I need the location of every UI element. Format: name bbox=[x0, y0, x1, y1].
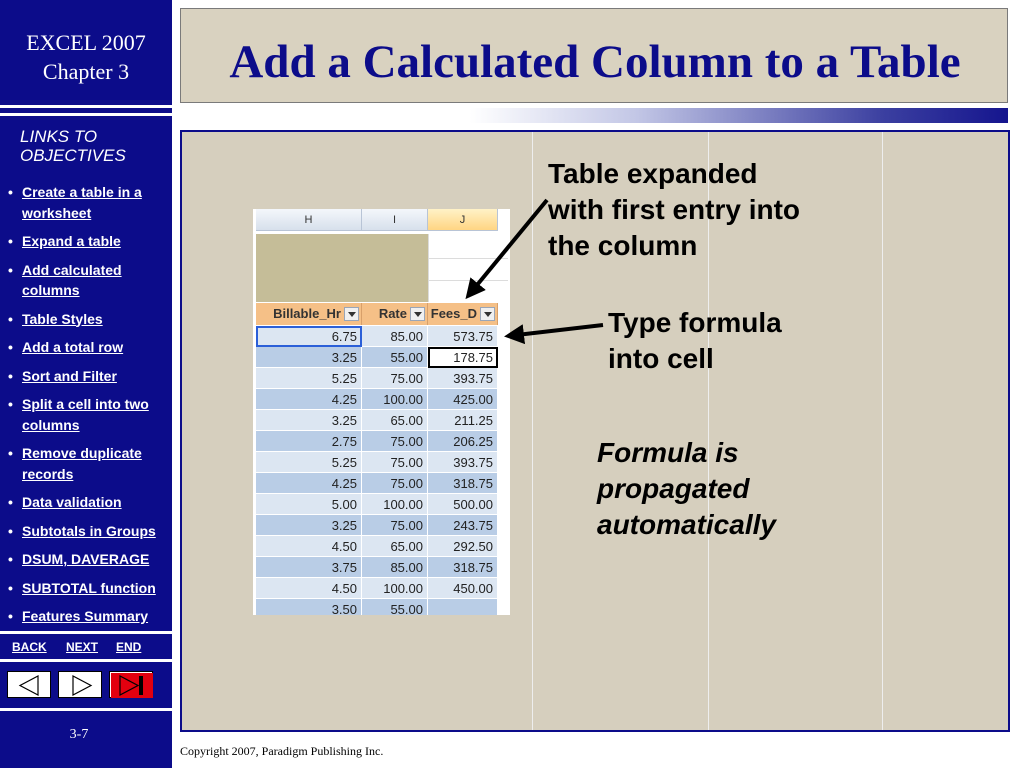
objective-link-label[interactable]: Table Styles bbox=[22, 310, 103, 327]
bullet-icon: • bbox=[8, 608, 13, 624]
objectives-heading-line1: LINKS TO bbox=[20, 127, 98, 146]
column-header-j: J bbox=[428, 209, 498, 231]
callout-line: the column bbox=[548, 230, 698, 261]
objective-link-label[interactable]: Add a total row bbox=[22, 339, 124, 355]
table-cell[interactable]: 4.25 bbox=[256, 389, 362, 410]
table-cell[interactable]: 3.25 bbox=[256, 515, 362, 536]
end-link[interactable]: END bbox=[116, 640, 142, 654]
table-header-label: Billable_Hr bbox=[273, 306, 341, 321]
objective-link-label[interactable]: Expand a table bbox=[22, 233, 121, 249]
callout-line: Formula is bbox=[597, 437, 739, 468]
bullet-icon: • bbox=[8, 522, 13, 539]
course-title-line1: EXCEL 2007 bbox=[26, 30, 146, 55]
table-cell[interactable]: 211.25 bbox=[428, 410, 498, 431]
slide-title: Add a Calculated Column to a Table bbox=[229, 36, 961, 88]
column-header-h: H bbox=[256, 209, 362, 231]
table-cell[interactable]: 75.00 bbox=[362, 431, 428, 452]
bullet-icon: • bbox=[8, 261, 13, 278]
callout-line: with first entry into bbox=[548, 194, 800, 225]
callout-line: propagated bbox=[597, 473, 750, 504]
table-cell[interactable]: 2.75 bbox=[256, 431, 362, 452]
objective-link-label[interactable]: SUBTOTAL function bbox=[22, 579, 156, 596]
objectives-heading-line2: OBJECTIVES bbox=[20, 146, 126, 165]
bullet-icon: • bbox=[8, 184, 13, 200]
table-cell[interactable]: 65.00 bbox=[362, 536, 428, 557]
callout-line: Type formula bbox=[608, 307, 782, 338]
table-cell[interactable]: 75.00 bbox=[362, 473, 428, 494]
arrow-icon bbox=[508, 325, 603, 336]
table-cell[interactable]: 3.75 bbox=[256, 557, 362, 578]
objective-link-label[interactable]: Add calculated columns bbox=[22, 261, 122, 298]
table-cell[interactable]: 55.00 bbox=[362, 599, 428, 615]
objective-link-label[interactable]: Features Summary bbox=[22, 608, 149, 624]
table-cell[interactable]: 55.00 bbox=[362, 347, 428, 368]
table-cell[interactable]: 100.00 bbox=[362, 578, 428, 599]
table-cell[interactable]: 318.75 bbox=[428, 473, 498, 494]
table-cell[interactable]: 3.50 bbox=[256, 599, 362, 615]
table-cell[interactable]: 4.50 bbox=[256, 578, 362, 599]
column-header-i: I bbox=[362, 209, 428, 231]
back-link[interactable]: BACK bbox=[12, 640, 47, 654]
table-cell[interactable]: 4.25 bbox=[256, 473, 362, 494]
table-header-label: Rate bbox=[378, 306, 407, 321]
objective-link-label[interactable]: Subtotals in Groups bbox=[22, 522, 156, 539]
objective-link-label[interactable]: DSUM, DAVERAGE bbox=[22, 551, 150, 567]
table-header-label: Fees_D bbox=[430, 306, 477, 321]
objective-link-label[interactable]: Sort and Filter bbox=[22, 367, 117, 384]
bullet-icon: • bbox=[8, 445, 13, 461]
table-cell[interactable]: 4.50 bbox=[256, 536, 362, 557]
table-cell[interactable]: 393.75 bbox=[428, 452, 498, 473]
bullet-icon: • bbox=[8, 396, 13, 412]
table-cell[interactable]: 100.00 bbox=[362, 389, 428, 410]
copyright: Copyright 2007, Paradigm Publishing Inc. bbox=[180, 744, 384, 758]
bullet-icon: • bbox=[8, 339, 13, 355]
table-cell[interactable]: 3.25 bbox=[256, 410, 362, 431]
course-title-line2: Chapter 3 bbox=[42, 59, 130, 84]
table-cell[interactable]: 425.00 bbox=[428, 389, 498, 410]
bullet-icon: • bbox=[8, 579, 13, 596]
table-cell[interactable]: 5.25 bbox=[256, 368, 362, 389]
table-cell[interactable]: 75.00 bbox=[362, 452, 428, 473]
table-cell[interactable]: 65.00 bbox=[362, 410, 428, 431]
table-cell[interactable]: 450.00 bbox=[428, 578, 498, 599]
objective-link-label[interactable]: Remove duplicate records bbox=[22, 445, 142, 482]
callout-line: into cell bbox=[608, 343, 714, 374]
table-cell[interactable]: 100.00 bbox=[362, 494, 428, 515]
table-cell[interactable]: 6.75 bbox=[256, 326, 362, 347]
table-cell[interactable]: 75.00 bbox=[362, 368, 428, 389]
page-number: 3-7 bbox=[69, 727, 89, 742]
table-cell[interactable]: 318.75 bbox=[428, 557, 498, 578]
bullet-icon: • bbox=[8, 494, 13, 510]
objective-link-label[interactable]: Create a table in a worksheet bbox=[22, 184, 142, 221]
table-cell[interactable]: 85.00 bbox=[362, 557, 428, 578]
table-cell[interactable]: 85.00 bbox=[362, 326, 428, 347]
table-cell[interactable]: 500.00 bbox=[428, 494, 498, 515]
objective-link-label[interactable]: Split a cell into two columns bbox=[22, 396, 149, 433]
table-cell[interactable]: 573.75 bbox=[428, 326, 498, 347]
bullet-icon: • bbox=[8, 367, 13, 384]
table-cell[interactable]: 5.25 bbox=[256, 452, 362, 473]
bullet-icon: • bbox=[8, 551, 13, 567]
bullet-icon: • bbox=[8, 233, 13, 249]
table-cell[interactable]: 5.00 bbox=[256, 494, 362, 515]
table-cell[interactable]: 393.75 bbox=[428, 368, 498, 389]
table-cell[interactable]: 292.50 bbox=[428, 536, 498, 557]
bullet-icon: • bbox=[8, 310, 13, 327]
table-cell[interactable]: 206.25 bbox=[428, 431, 498, 452]
callout-line: automatically bbox=[597, 509, 776, 540]
table-cell[interactable]: 3.25 bbox=[256, 347, 362, 368]
table-cell[interactable]: 243.75 bbox=[428, 515, 498, 536]
arrow-icon bbox=[468, 200, 547, 296]
table-cell[interactable]: 75.00 bbox=[362, 515, 428, 536]
active-cell[interactable]: 178.75 bbox=[428, 347, 498, 368]
callout-line: Table expanded bbox=[548, 158, 758, 189]
next-link[interactable]: NEXT bbox=[66, 640, 99, 654]
objective-link-label[interactable]: Data validation bbox=[22, 494, 122, 510]
